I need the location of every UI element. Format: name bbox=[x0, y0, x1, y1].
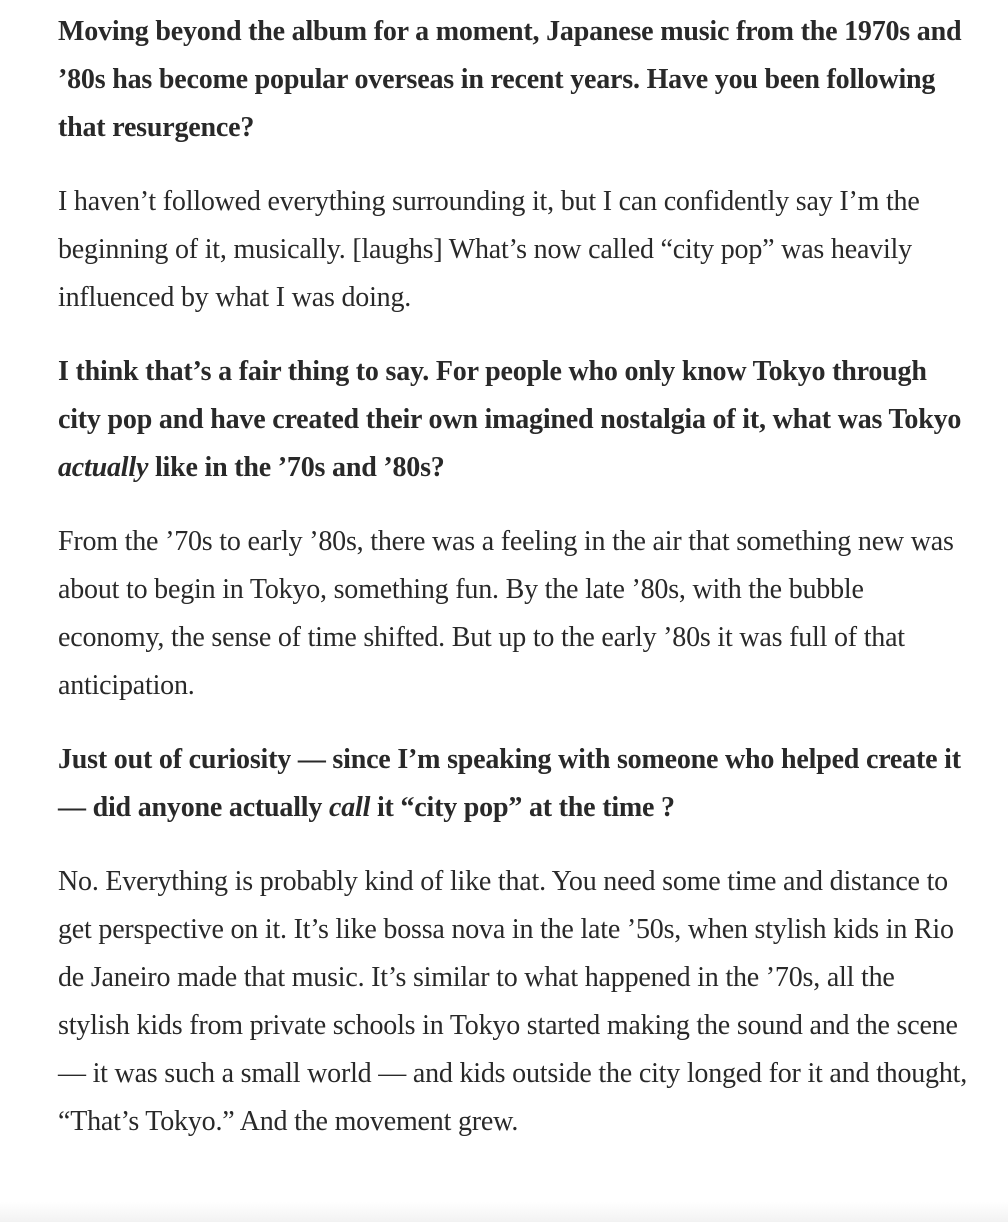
question-text: like in the ’70s and ’80s? bbox=[148, 452, 445, 483]
interview-answer: I haven’t followed everything surrounding it, but I can confidently say I’m the beginning of it, musically. [laughs] What’s now called “city pop” was heavily influenced by what I was doing. bbox=[58, 186, 920, 313]
interview-question bbox=[58, 348, 973, 492]
question-text: Just out of curiosity — since I’m speaking with someone who helped create it — did anyone actually bbox=[58, 744, 961, 823]
emphasized-word: call bbox=[328, 792, 371, 823]
interview-answer: From the ’70s to early ’80s, there was a feeling in the air that something new was about to begin in Tokyo, something fun. By the late ’80s, with the bubble economy, the sense of time shifted. But up to the early ’80s it was full of that anticipation. bbox=[58, 526, 954, 701]
bottom-fade bbox=[0, 1202, 1008, 1222]
question-text: I think that’s a fair thing to say. For people who only know Tokyo through city pop and have created their own imagined nostalgia of it, what was Tokyo bbox=[58, 356, 962, 435]
emphasized-word: actually bbox=[58, 452, 149, 483]
article-body bbox=[58, 8, 973, 1172]
interview-question bbox=[58, 736, 973, 832]
question-text: it “city pop” at the time ? bbox=[370, 792, 675, 823]
interview-answer: No. Everything is probably kind of like that. You need some time and distance to get perspective on it. It’s like bossa nova in the late ’50s, when stylish kids in Rio de Janeiro made that music. It’s similar to what happened in the ’70s, all the stylish kids from private schools in Tokyo started making the sound and the scene — it was such a small world — and kids outside the city longed for it and thought, “That’s Tokyo.” And the movement grew. bbox=[58, 866, 968, 1137]
interview-question: Moving beyond the album for a moment, Japanese music from the 1970s and ’80s has become popular overseas in recent years. Have you been following that resurgence? bbox=[58, 16, 962, 143]
